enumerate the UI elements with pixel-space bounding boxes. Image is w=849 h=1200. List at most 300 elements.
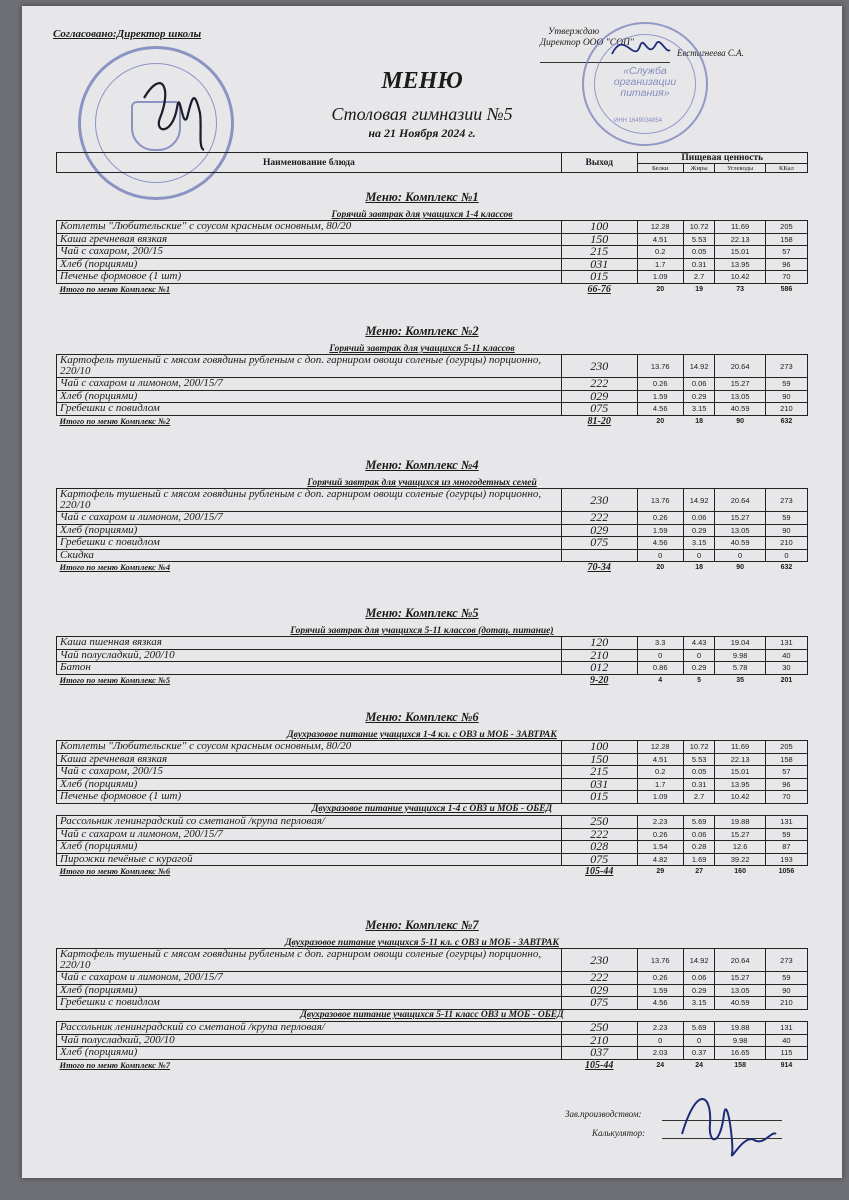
- total-fat: 18: [695, 564, 704, 572]
- dish-carbs: 11.69: [715, 741, 765, 754]
- dish-kcal: 205: [765, 221, 807, 234]
- company-stamp-text: «Служба организации питания»: [613, 65, 677, 99]
- calculator-label: Калькулятор:: [592, 1128, 646, 1138]
- dish-name: Батон: [57, 662, 562, 675]
- dish-protein: 13.76: [637, 949, 683, 972]
- dish-protein: 0.26: [637, 828, 683, 841]
- dish-fat: 5.69: [683, 1022, 715, 1035]
- dish-fat: 1.69: [683, 853, 715, 866]
- dish-carbs: 19.04: [715, 637, 765, 650]
- dish-kcal: 87: [765, 841, 807, 854]
- dish-name: Картофель тушеный с мясом говядины рубленым с доп. гарниром овощи соленые (огурцы) порционно, 220/10: [57, 489, 562, 512]
- dish-output: [561, 549, 637, 562]
- dish-carbs: 9.98: [715, 649, 765, 662]
- dish-carbs: 40.59: [715, 997, 765, 1010]
- output-header: Выход: [561, 153, 637, 173]
- dish-name: Гребешки с повидлом: [57, 997, 562, 1010]
- dish-carbs: 15.01: [715, 246, 765, 259]
- total-protein: 24: [656, 1061, 665, 1069]
- dish-protein: 12.28: [637, 221, 683, 234]
- total-kcal: 632: [780, 564, 793, 572]
- dish-kcal: 193: [765, 853, 807, 866]
- dish-fat: 0.29: [683, 524, 715, 537]
- table-row: [57, 378, 808, 391]
- total-label: Итого по меню Комплекс №4: [59, 562, 171, 573]
- dish-fat: 0: [683, 549, 715, 562]
- dish-protein: 0: [637, 549, 683, 562]
- dish-kcal: 96: [765, 778, 807, 791]
- dish-output: 100: [561, 221, 637, 234]
- dish-name: Хлеб (порциями): [57, 778, 562, 791]
- dish-name: Чай полусладкий, 200/10: [57, 649, 562, 662]
- dish-carbs: 13.05: [715, 984, 765, 997]
- dish-output: 222: [561, 512, 637, 525]
- table-row: [57, 258, 808, 271]
- dish-carbs: 40.59: [715, 537, 765, 550]
- dish-name: Чай с сахаром, 200/15: [57, 766, 562, 779]
- dish-name: Чай с сахаром и лимоном, 200/15/7: [57, 378, 562, 391]
- dish-fat: 3.15: [683, 537, 715, 550]
- dish-protein: 4.82: [637, 853, 683, 866]
- dish-name: Гребешки с повидлом: [57, 537, 562, 550]
- dish-carbs: 22.13: [715, 753, 765, 766]
- canteen-name: Столовая гимназии №5: [331, 104, 513, 124]
- dish-protein: 1.59: [637, 524, 683, 537]
- section-subtitle: Горячий завтрак для учащихся 1-4 классов: [331, 210, 513, 220]
- dish-carbs: 20.64: [715, 949, 765, 972]
- dish-protein: 13.76: [637, 489, 683, 512]
- dish-fat: 14.92: [683, 489, 715, 512]
- menu-sheet: [22, 6, 842, 1178]
- total-protein: 20: [656, 417, 665, 425]
- table-row: [57, 233, 808, 246]
- dish-carbs: 15.27: [715, 972, 765, 985]
- dish-protein: 1.59: [637, 390, 683, 403]
- dish-kcal: 273: [765, 949, 807, 972]
- section-table: [56, 488, 808, 574]
- total-label: Итого по меню Комплекс №7: [59, 1059, 171, 1070]
- dish-kcal: 59: [765, 828, 807, 841]
- table-row: [57, 662, 808, 675]
- table-row: [57, 221, 808, 234]
- section-table: [56, 220, 808, 295]
- section-subtitle: Двухразовое питание учащихся 1-4 кл. с ОВЗ и МОБ - ЗАВТРАК: [287, 730, 557, 740]
- total-fat: 18: [695, 417, 704, 425]
- dish-carbs: 39.22: [715, 853, 765, 866]
- section-table: [56, 740, 808, 878]
- dish-kcal: 131: [765, 816, 807, 829]
- dish-output: 075: [561, 997, 637, 1010]
- dish-carbs: 10.42: [715, 791, 765, 804]
- dish-output: 015: [561, 791, 637, 804]
- dish-header: Наименование блюда: [57, 153, 562, 173]
- director-label: Директор ООО "СОП": [540, 38, 634, 48]
- section-table: [56, 948, 808, 1071]
- table-row: [57, 271, 808, 284]
- dish-kcal: 273: [765, 489, 807, 512]
- dish-kcal: 0: [765, 549, 807, 562]
- dish-output: 222: [561, 378, 637, 391]
- table-row: [57, 246, 808, 259]
- dish-protein: 1.09: [637, 271, 683, 284]
- dish-kcal: 158: [765, 753, 807, 766]
- dish-fat: 14.92: [683, 949, 715, 972]
- dish-kcal: 210: [765, 537, 807, 550]
- dish-name: Рассольник ленинградский со сметаной /крупа перловая/: [57, 1022, 562, 1035]
- dish-fat: 5.53: [683, 753, 715, 766]
- section-title: Меню: Комплекс №1: [365, 190, 479, 204]
- total-row: [57, 562, 808, 574]
- table-row: [57, 741, 808, 754]
- dish-protein: 4.56: [637, 997, 683, 1010]
- table-row: [57, 949, 808, 972]
- section-table: [56, 354, 808, 427]
- dish-carbs: 15.27: [715, 378, 765, 391]
- dish-kcal: 70: [765, 791, 807, 804]
- dish-fat: 4.43: [683, 637, 715, 650]
- dish-output: 037: [561, 1047, 637, 1060]
- dish-carbs: 20.64: [715, 489, 765, 512]
- protein-header: Белки: [637, 164, 683, 173]
- dish-fat: 10.72: [683, 221, 715, 234]
- total-output: 66-76: [587, 283, 611, 295]
- dish-fat: 0.06: [683, 512, 715, 525]
- director-name: Евстигнеева С.А.: [677, 48, 744, 58]
- total-label: Итого по меню Комплекс №2: [59, 415, 171, 426]
- total-carbs: 90: [736, 417, 745, 425]
- dish-kcal: 210: [765, 997, 807, 1010]
- table-row: [57, 549, 808, 562]
- total-output: 105-44: [585, 1059, 614, 1071]
- dish-fat: 0.31: [683, 258, 715, 271]
- total-kcal: 586: [780, 285, 793, 293]
- dish-fat: 5.69: [683, 816, 715, 829]
- table-row: [57, 637, 808, 650]
- dish-fat: 0.28: [683, 841, 715, 854]
- dish-carbs: 19.88: [715, 1022, 765, 1035]
- total-protein: 20: [656, 285, 665, 293]
- total-label: Итого по меню Комплекс №1: [59, 283, 171, 294]
- carbs-header: Углеводы: [715, 164, 765, 173]
- table-row: [57, 649, 808, 662]
- dish-carbs: 13.95: [715, 778, 765, 791]
- dish-output: 250: [561, 1022, 637, 1035]
- dish-carbs: 16.65: [715, 1047, 765, 1060]
- dish-kcal: 40: [765, 649, 807, 662]
- dish-kcal: 90: [765, 524, 807, 537]
- dish-carbs: 11.69: [715, 221, 765, 234]
- dish-kcal: 131: [765, 1022, 807, 1035]
- production-label: Зав.производством:: [565, 1109, 642, 1119]
- dish-kcal: 40: [765, 1034, 807, 1047]
- dish-kcal: 158: [765, 233, 807, 246]
- fat-header: Жиры: [683, 164, 715, 173]
- dish-carbs: 12.6: [715, 841, 765, 854]
- table-row: [57, 489, 808, 512]
- section-title: Меню: Комплекс №7: [365, 918, 479, 932]
- dish-output: 029: [561, 984, 637, 997]
- dish-kcal: 205: [765, 741, 807, 754]
- total-fat: 19: [695, 285, 704, 293]
- dish-output: 120: [561, 637, 637, 650]
- section-subtitle: Горячий завтрак для учащихся 5-11 классов (дотац. питание): [290, 626, 554, 636]
- dish-kcal: 59: [765, 378, 807, 391]
- dish-fat: 2.7: [683, 271, 715, 284]
- dish-kcal: 59: [765, 512, 807, 525]
- total-protein: 20: [656, 564, 665, 572]
- dish-name: Чай полусладкий, 200/10: [57, 1034, 562, 1047]
- dish-carbs: 0: [715, 549, 765, 562]
- dish-name: Чай с сахаром и лимоном, 200/15/7: [57, 972, 562, 985]
- dish-protein: 13.76: [637, 355, 683, 378]
- dish-kcal: 115: [765, 1047, 807, 1060]
- dish-protein: 0: [637, 1034, 683, 1047]
- dish-carbs: 15.27: [715, 828, 765, 841]
- total-protein: 4: [658, 676, 663, 684]
- total-kcal: 201: [780, 676, 793, 684]
- dish-fat: 0: [683, 1034, 715, 1047]
- dish-protein: 0.86: [637, 662, 683, 675]
- dish-kcal: 90: [765, 984, 807, 997]
- dish-fat: 0.06: [683, 378, 715, 391]
- dish-protein: 1.7: [637, 258, 683, 271]
- dish-name: Каша гречневая вязкая: [57, 233, 562, 246]
- section-title: Меню: Комплекс №4: [365, 458, 479, 472]
- dish-name: Печенье формовое (1 шт): [57, 271, 562, 284]
- total-output: 81-20: [587, 415, 611, 427]
- table-row: [57, 841, 808, 854]
- dish-carbs: 13.95: [715, 258, 765, 271]
- dish-kcal: 59: [765, 972, 807, 985]
- dish-fat: 5.53: [683, 233, 715, 246]
- dish-output: 075: [561, 537, 637, 550]
- dish-output: 150: [561, 753, 637, 766]
- section-subhead-row: [57, 1009, 808, 1022]
- dish-fat: 2.7: [683, 791, 715, 804]
- section-title: Меню: Комплекс №6: [365, 710, 479, 724]
- dish-name: Пирожки печёные с курагой: [57, 853, 562, 866]
- dish-name: Хлеб (порциями): [57, 984, 562, 997]
- dish-carbs: 13.05: [715, 524, 765, 537]
- dish-name: Чай с сахаром и лимоном, 200/15/7: [57, 828, 562, 841]
- total-label: Итого по меню Комплекс №6: [59, 866, 171, 877]
- dish-output: 215: [561, 246, 637, 259]
- dish-output: 230: [561, 949, 637, 972]
- dish-fat: 3.15: [683, 403, 715, 416]
- total-carbs: 35: [736, 676, 745, 684]
- dish-protein: 1.7: [637, 778, 683, 791]
- dish-protein: 4.51: [637, 753, 683, 766]
- table-row: [57, 355, 808, 378]
- dish-output: 230: [561, 489, 637, 512]
- dish-name: Хлеб (порциями): [57, 1047, 562, 1060]
- dish-output: 230: [561, 355, 637, 378]
- total-protein: 29: [656, 868, 665, 876]
- dish-protein: 1.54: [637, 841, 683, 854]
- total-row: [57, 283, 808, 295]
- table-row: [57, 853, 808, 866]
- dish-output: 012: [561, 662, 637, 675]
- dish-name: Котлеты "Любительские" с соусом красным основным, 80/20: [57, 221, 562, 234]
- table-row: [57, 1047, 808, 1060]
- dish-name: Чай с сахаром, 200/15: [57, 246, 562, 259]
- dish-protein: 1.59: [637, 984, 683, 997]
- table-row: [57, 997, 808, 1010]
- dish-protein: 0.2: [637, 766, 683, 779]
- dish-kcal: 96: [765, 258, 807, 271]
- dish-protein: 4.51: [637, 233, 683, 246]
- dish-output: 028: [561, 841, 637, 854]
- dish-kcal: 131: [765, 637, 807, 650]
- section-subhead-row: [57, 803, 808, 816]
- dish-output: 210: [561, 1034, 637, 1047]
- dish-output: 210: [561, 649, 637, 662]
- footer-signature: [672, 1074, 782, 1164]
- dish-fat: 0.06: [683, 972, 715, 985]
- dish-fat: 10.72: [683, 741, 715, 754]
- dish-fat: 0.31: [683, 778, 715, 791]
- section-subtitle: Горячий завтрак для учащихся 5-11 классов: [329, 344, 515, 354]
- table-row: [57, 403, 808, 416]
- dish-carbs: 22.13: [715, 233, 765, 246]
- section-table: [56, 636, 808, 686]
- total-row: [57, 415, 808, 427]
- total-carbs: 73: [736, 285, 745, 293]
- table-header: [56, 152, 808, 173]
- dish-output: 015: [561, 271, 637, 284]
- dish-output: 029: [561, 524, 637, 537]
- total-kcal: 914: [780, 1061, 793, 1069]
- total-label: Итого по меню Комплекс №5: [59, 674, 171, 685]
- dish-fat: 3.15: [683, 997, 715, 1010]
- dish-kcal: 273: [765, 355, 807, 378]
- dish-carbs: 15.01: [715, 766, 765, 779]
- total-output: 105-44: [585, 866, 614, 878]
- dish-output: 250: [561, 816, 637, 829]
- dish-carbs: 5.78: [715, 662, 765, 675]
- dish-fat: 0: [683, 649, 715, 662]
- table-row: [57, 1034, 808, 1047]
- section-subtitle-2: Двухразовое питание учащихся 1-4 с ОВЗ и МОБ - ОБЕД: [311, 803, 553, 814]
- dish-carbs: 13.05: [715, 390, 765, 403]
- dish-name: Рассольник ленинградский со сметаной /крупа перловая/: [57, 816, 562, 829]
- dish-name: Хлеб (порциями): [57, 524, 562, 537]
- table-row: [57, 791, 808, 804]
- total-output: 9-20: [590, 674, 609, 686]
- total-carbs: 160: [734, 868, 746, 876]
- dish-protein: 4.56: [637, 537, 683, 550]
- director-signature: [604, 24, 674, 74]
- dish-protein: 0.26: [637, 972, 683, 985]
- dish-name: Картофель тушеный с мясом говядины рубленым с доп. гарниром овощи соленые (огурцы) порционно, 220/10: [57, 355, 562, 378]
- dish-protein: 2.23: [637, 816, 683, 829]
- table-row: [57, 524, 808, 537]
- dish-name: Печенье формовое (1 шт): [57, 791, 562, 804]
- nutrition-header: Пищевая ценность: [637, 153, 807, 164]
- total-row: [57, 1059, 808, 1071]
- dish-fat: 0.29: [683, 390, 715, 403]
- dish-kcal: 210: [765, 403, 807, 416]
- dish-protein: 12.28: [637, 741, 683, 754]
- table-row: [57, 537, 808, 550]
- dish-name: Каша пшенная вязкая: [57, 637, 562, 650]
- dish-output: 215: [561, 766, 637, 779]
- section-title: Меню: Комплекс №5: [365, 606, 479, 620]
- dish-name: Скидка: [57, 549, 562, 562]
- dish-kcal: 90: [765, 390, 807, 403]
- table-row: [57, 828, 808, 841]
- section-subtitle: Горячий завтрак для учащихся из многодетных семей: [307, 478, 537, 488]
- dish-output: 222: [561, 972, 637, 985]
- dish-carbs: 9.98: [715, 1034, 765, 1047]
- total-carbs: 90: [736, 564, 745, 572]
- table-row: [57, 972, 808, 985]
- dish-fat: 0.05: [683, 766, 715, 779]
- dish-protein: 0.26: [637, 512, 683, 525]
- dish-name: Хлеб (порциями): [57, 841, 562, 854]
- dish-name: Чай с сахаром и лимоном, 200/15/7: [57, 512, 562, 525]
- dish-carbs: 10.42: [715, 271, 765, 284]
- kcal-header: ККал: [765, 164, 807, 173]
- section-subtitle: Двухразовое питание учащихся 5-11 кл. с ОВЗ и МОБ - ЗАВТРАК: [285, 938, 559, 948]
- dish-carbs: 19.88: [715, 816, 765, 829]
- table-row: [57, 766, 808, 779]
- dish-fat: 0.29: [683, 984, 715, 997]
- dish-fat: 0.29: [683, 662, 715, 675]
- dish-name: Картофель тушеный с мясом говядины рубленым с доп. гарниром овощи соленые (огурцы) порционно, 220/10: [57, 949, 562, 972]
- approved-label: Утверждаю: [548, 27, 600, 37]
- dish-name: Котлеты "Любительские" с соусом красным основным, 80/20: [57, 741, 562, 754]
- total-kcal: 1056: [778, 868, 795, 876]
- total-row: [57, 866, 808, 878]
- table-row: [57, 816, 808, 829]
- dish-name: Гребешки с повидлом: [57, 403, 562, 416]
- table-row: [57, 1022, 808, 1035]
- dish-kcal: 30: [765, 662, 807, 675]
- dish-protein: 1.09: [637, 791, 683, 804]
- total-fat: 27: [695, 868, 704, 876]
- total-row: [57, 674, 808, 686]
- dish-protein: 2.03: [637, 1047, 683, 1060]
- total-kcal: 632: [780, 417, 793, 425]
- dish-fat: 0.37: [683, 1047, 715, 1060]
- dish-kcal: 57: [765, 766, 807, 779]
- dish-protein: 3.3: [637, 637, 683, 650]
- dish-fat: 14.92: [683, 355, 715, 378]
- menu-title: МЕНЮ: [381, 68, 463, 94]
- table-row: [57, 390, 808, 403]
- table-row: [57, 984, 808, 997]
- agreed-label: Согласовано:Директор школы: [53, 28, 202, 40]
- dish-output: 031: [561, 778, 637, 791]
- dish-output: 150: [561, 233, 637, 246]
- dish-output: 222: [561, 828, 637, 841]
- dish-name: Каша гречневая вязкая: [57, 753, 562, 766]
- section-subtitle-2: Двухразовое питание учащихся 5-11 класс ОВЗ и МОБ - ОБЕД: [300, 1009, 564, 1020]
- total-fat: 24: [695, 1061, 704, 1069]
- dish-output: 029: [561, 390, 637, 403]
- dish-carbs: 15.27: [715, 512, 765, 525]
- dish-protein: 0: [637, 649, 683, 662]
- dish-name: Хлеб (порциями): [57, 258, 562, 271]
- dish-protein: 0.26: [637, 378, 683, 391]
- company-stamp-inn: ИНН 1649034854: [614, 118, 663, 124]
- dish-fat: 0.06: [683, 828, 715, 841]
- total-output: 70-34: [587, 562, 611, 574]
- dish-fat: 0.05: [683, 246, 715, 259]
- dish-carbs: 40.59: [715, 403, 765, 416]
- dish-output: 031: [561, 258, 637, 271]
